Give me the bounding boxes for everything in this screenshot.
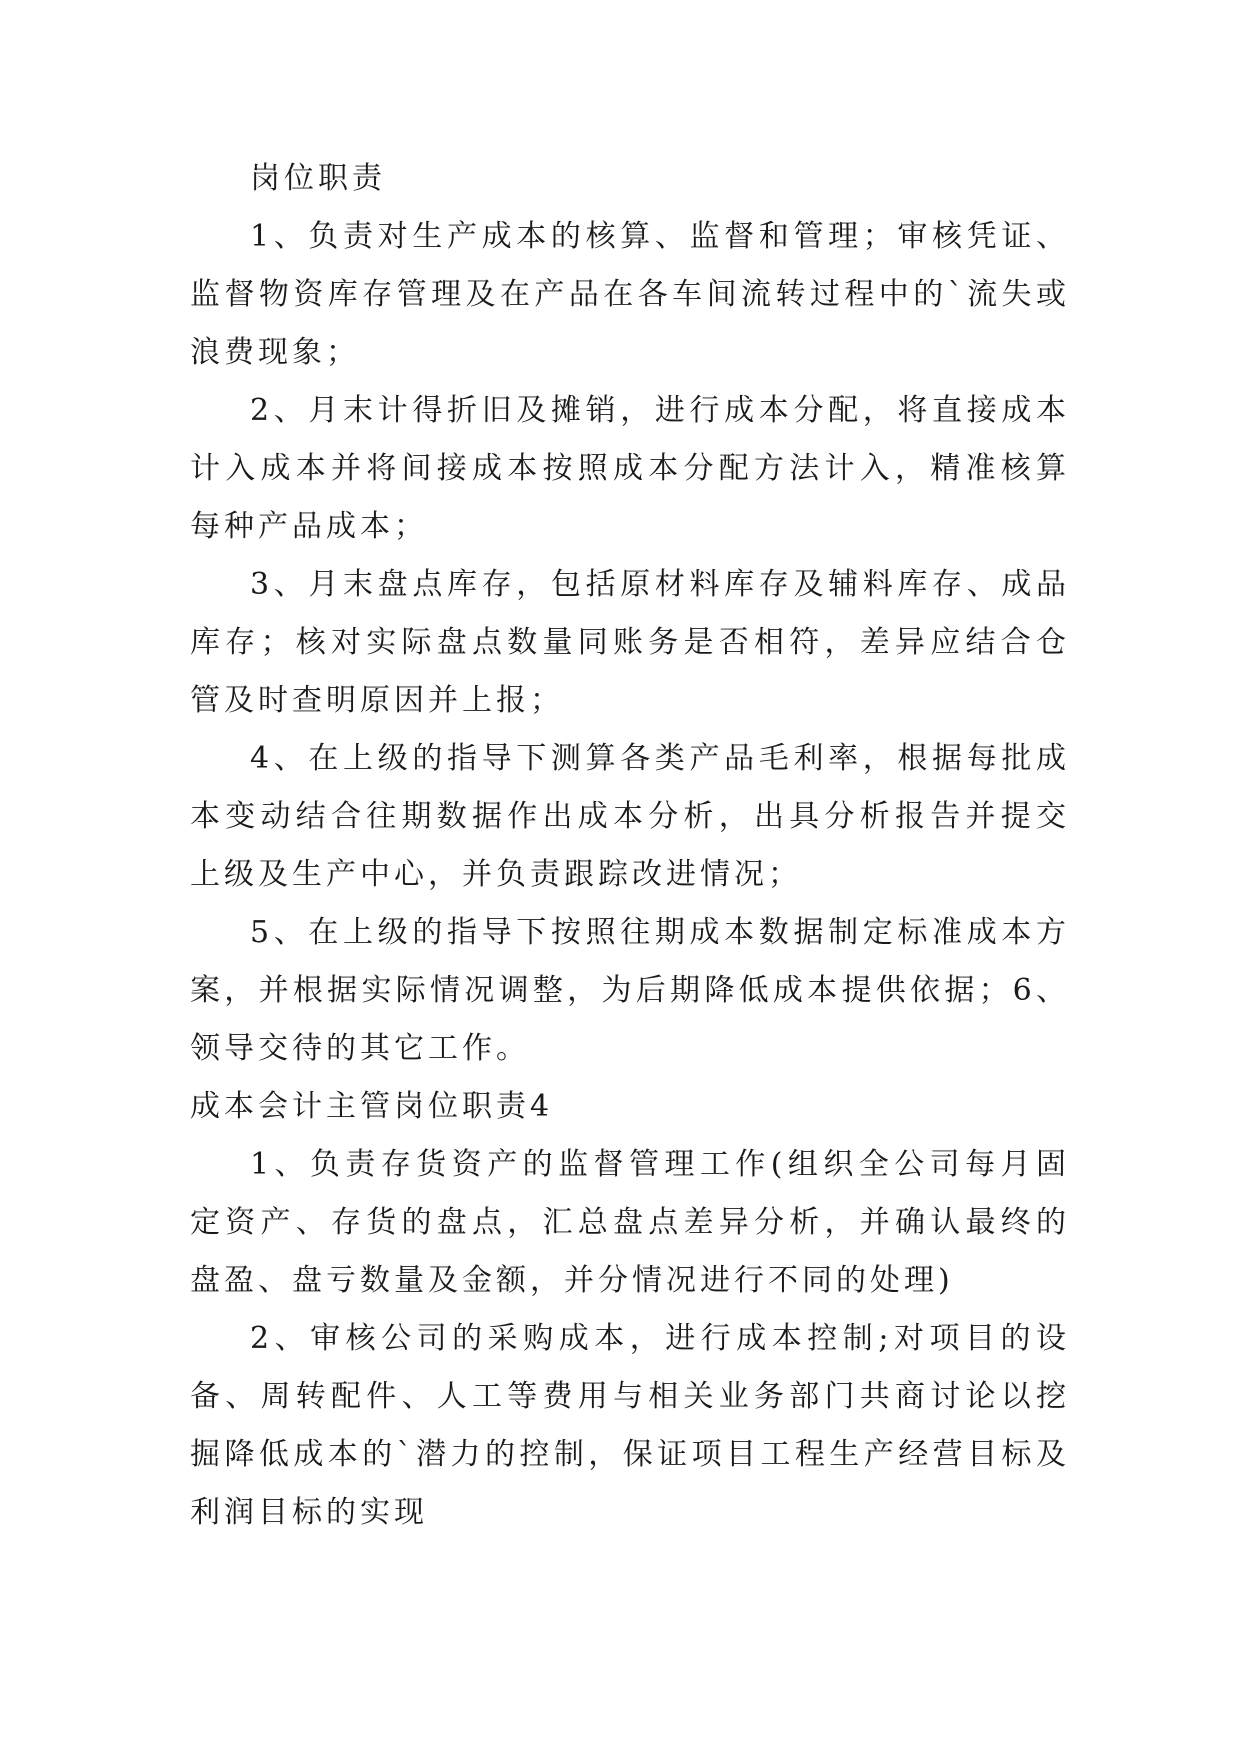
section-heading: 成本会计主管岗位职责4 [190, 1089, 554, 1124]
duty-item-2: 2、月末计得折旧及摊销，进行成本分配，将直接成本计入成本并将间接成本按照成本分配方法计入，精准核算每种产品成本； [190, 393, 1070, 544]
section-title: 岗位职责 [250, 161, 386, 196]
document-body [190, 150, 1070, 1542]
duty-item-4: 4、在上级的指导下测算各类产品毛利率，根据每批成本变动结合往期数据作出成本分析，出具分析报告并提交上级及生产中心，并负责跟踪改进情况； [190, 741, 1070, 892]
duty-item-b2: 2、审核公司的采购成本，进行成本控制;对项目的设备、周转配件、人工等费用与相关业务部门共商讨论以挖掘降低成本的`潜力的控制，保证项目工程生产经营目标及利润目标的实现 [190, 1321, 1070, 1530]
duty-item-b1: 1、负责存货资产的监督管理工作(组织全公司每月固定资产、存货的盘点，汇总盘点差异分析，并确认最终的盘盈、盘亏数量及金额，并分情况进行不同的处理) [190, 1147, 1070, 1298]
duty-item-3: 3、月末盘点库存，包括原材料库存及辅料库存、成品库存；核对实际盘点数量同账务是否相符，差异应结合仓管及时查明原因并上报； [190, 567, 1070, 718]
duty-item-1: 1、负责对生产成本的核算、监督和管理；审核凭证、监督物资库存管理及在产品在各车间流转过程中的`流失或浪费现象； [190, 219, 1070, 370]
duty-item-5-6: 5、在上级的指导下按照往期成本数据制定标准成本方案，并根据实际情况调整，为后期降低成本提供依据；6、领导交待的其它工作。 [190, 915, 1070, 1066]
